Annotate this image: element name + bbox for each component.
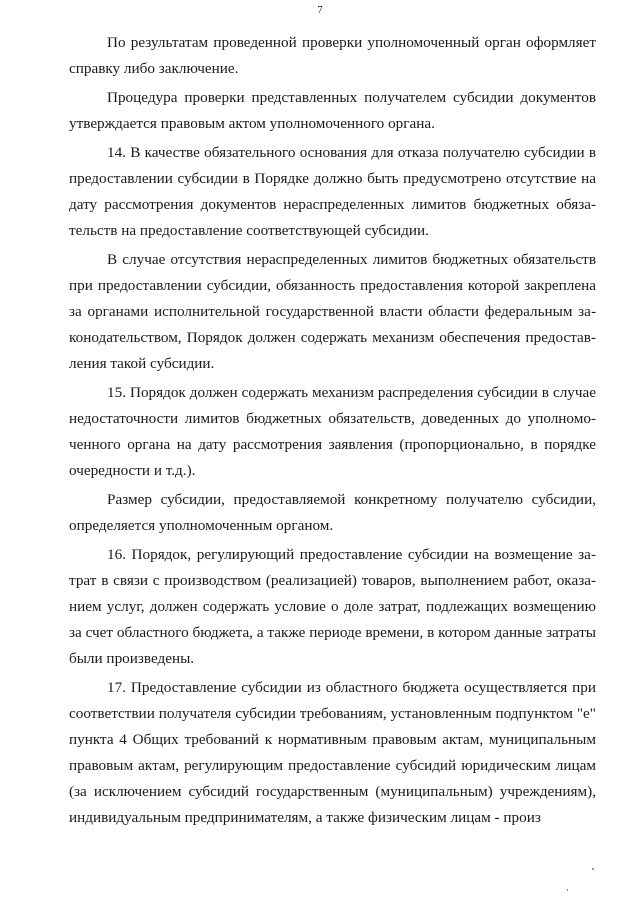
paragraph-item-14: 14. В качестве обязательного основания для отказа получателю субсидии в предоставлении субсидии в Порядке должно быть предусмотрено отсутствие на дату рассмотрения документов нераспределенных лимитов бюджетных обязательств на предоставление соответствующей субсидии.: [69, 144, 596, 239]
paragraph-item-15: 15. Порядок должен содержать механизм распределения субсидии в случае недостаточности лимитов бюджетных обязательств, доведенных до уполномоченного органа на дату рассмотрения заявления (пропорционально, в порядке очередности и т.д.).: [69, 384, 596, 479]
page-number: 7: [317, 4, 323, 16]
paragraph-inspection-result: По результатам проведенной проверки уполномоченный орган оформляет справку либо заключение.: [69, 34, 596, 77]
scan-speck: [567, 889, 568, 891]
document-body: [69, 30, 596, 834]
scan-speck: [592, 868, 594, 870]
paragraph-no-limits-case: В случае отсутствия нераспределенных лимитов бюджетных обязательств при предоставлении субсидии, обязанность предоставления которой закреплена за органами исполнительной государственной власти области федеральным законодательством, Порядок должен содержать механизм обеспечения предоставления такой субсидии.: [69, 251, 596, 372]
paragraph-subsidy-amount: Размер субсидии, предоставляемой конкретному получателю субсидии, определяется уполномоченным органом.: [69, 491, 596, 534]
paragraph-inspection-procedure: Процедура проверки представленных получателем субсидии документов утверждается правовым актом уполномоченного органа.: [69, 89, 596, 132]
paragraph-item-17: 17. Предоставление субсидии из областного бюджета осуществляется при соответствии получателя субсидии требованиям, установленным подпунктом "е" пункта 4 Общих требований к нормативным правовым актам, муниципальным правовым актам, регулирующим предоставление субсидий юридическим лицам (за исключением субсидий государственным (муниципальным) учреждениям), индивидуальным предпринимателям, а также физическим лицам - произ: [69, 679, 596, 826]
paragraph-item-16: 16. Порядок, регулирующий предоставление субсидии на возмещение затрат в связи с производством (реализацией) товаров, выполнением работ, оказанием услуг, должен содержать условие о доле затрат, подлежащих возмещению за счет областного бюджета, а также периоде времени, в котором данные затраты были произведены.: [69, 546, 596, 667]
